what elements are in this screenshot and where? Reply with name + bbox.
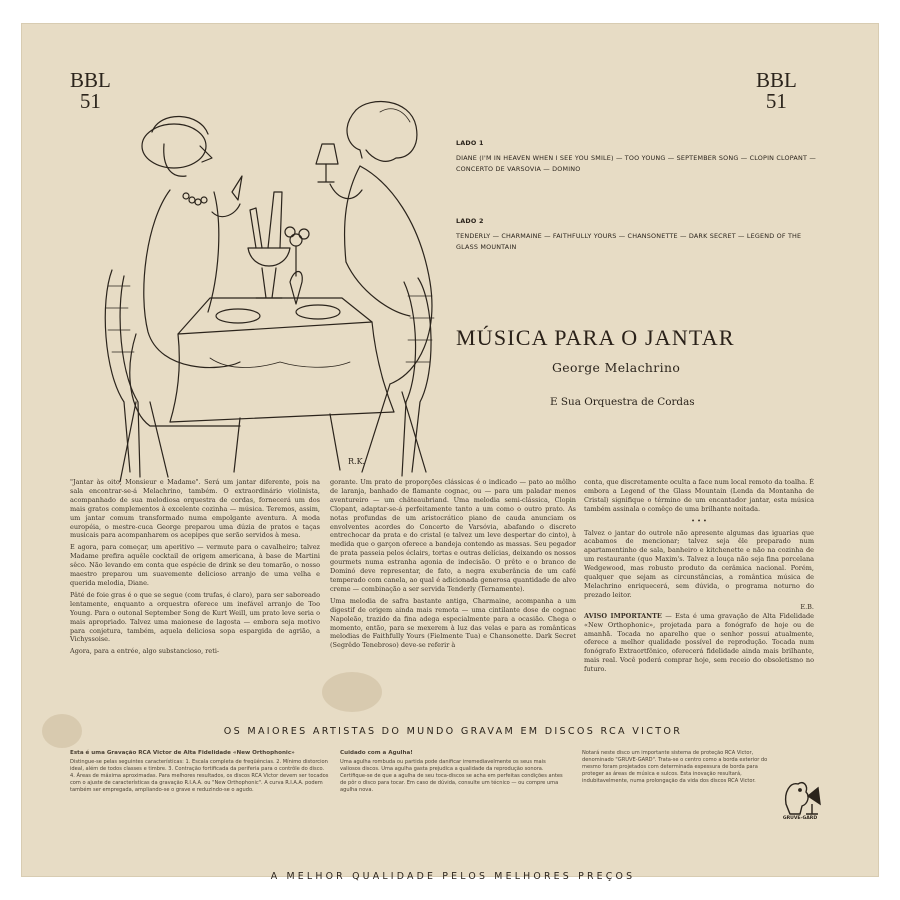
orchestra-name: E Sua Orquestra de Cordas <box>550 396 695 408</box>
needle-warning: Cuidado com a Agulha! Uma agulha rombuda ou partida pode danificar irremediavelmente os seus mais valiosos discos. Uma agulha gasta prejudica a qualidade da reprodução sonora. Certifique-se de que a agulha de seu toca-discos se acha em perfeitas condições antes de pôr o disco para tocar. Em caso de dúvida, consulte um técnico — ou compre uma agulha nova. <box>340 750 563 793</box>
artist-signature: R.K. <box>348 457 366 466</box>
catalog-number-left: BBL 51 <box>70 68 111 113</box>
album-title: MÚSICA PARA O JANTAR <box>456 325 735 350</box>
catalog-number-right: BBL 51 <box>756 68 797 113</box>
nipper-dog-logo-icon <box>778 774 822 820</box>
side-two-tracklist: LADO 2 TENDERLY — CHARMAINE — FAITHFULLY YOURS — CHANSONETTE — DARK SECRET — LEGEND OF THE GLASS MOUNTAIN <box>456 217 802 251</box>
age-stain <box>322 672 382 712</box>
author-initials: E.B. <box>800 602 814 611</box>
dinner-couple-illustration <box>90 72 440 482</box>
liner-notes-column-2: gorante. Um prato de proporções clássicas é o indicado — pato ao môlho de laranja, banhado de flamante cognac, ou — para um paladar menos aventureiro — um châteaubriand. Uma melodia semi-clássica, Clopin Clopant, adaptar-se-á perfeitamente tanto a um como o outro prato. As notas profundas de um aristocrático piano de cauda anunciam os envolventes acordes do Concerto de Varsóvia, abafando o discreto entrechocar da prata e do cristal (e talvez um leve despertar do cinto), à medida que o garçon oferece a bandeja contendo as massas. Seu pegador de prata passeia pelos éclairs, tortas e outras delícias, deixando os nossos gourmets numa estranha agonia de indecisão. O prêto e o branco de Dominó deve representar, de fato, a negra exuberância de um café temperado com canela, ao qual é adicionada generosa quantidade de alvo creme — combinação a ser servida Tenderly (Ternamente). Uma melodia de safra bastante antiga, Charmaine, acompanha a um digestif de origem ainda mais remota — uma cintilante dose de cognac Napoleão, trazido da fina adega especialmente para a ocasião. Chega o momento, então, para se mexerem à luz das velas e para as românticas melodias de Faithfully Yours (Fielmente Tua) e Chansonette. Dark Secret (Segrêdo Tenebroso) deve-se referir à <box>330 478 576 650</box>
liner-notes-column-3: conta, que discretamente oculta a face num local remoto da toalha. É embora a Legend of the Glass Mountain (Lenda da Montanha de Cristal) signifique o término de um encantador jantar, esta música também assinala o comêço de uma brilhante noitada. • • • Talvez o jantar do outrole não apresente algumas das iguarias que acabamos de mencionar; talvez seja êle preparado num apartamentinho de sala, banheiro e kitchenette e não na cozinha de um restaurante (quo Maxim's. Talvez a louça não seja fina porcelana Wedgewood, mas robusto produto da cerâmica nacional. Porém, qualquer que sejam as circunstâncias, a romântica música de Melachrino enriquecerá, sem dúvida, o programa noturno do prezado leitor. E.B. AVISO IMPORTANTE — Esta é uma gravação de Alta Fidelidade «New Orthophonic», projetada para a fonógrafo de hoje ou de amanhã. Tocada no aparelho que o senhor possui atualmente, oferece a melhor qualidade possível de reprodução. Tocada num fonógrafo Extraortfônico, oferecerá fidelidade ainda mais brilhante, mais real. Você poderá comprar hoje, sem receio do obsoletismo no futuro. <box>584 478 814 674</box>
rca-banner: OS MAIORES ARTISTAS DO MUNDO GRAVAM EM DISCOS RCA VICTOR <box>223 726 683 737</box>
fidelity-notice: Esta é uma Gravação RCA Victor de Alta Fidelidade «New Orthophonic» Distingue-se pelas seguintes características: 1. Escala completa de freqüências. 2. Mínimo distorcion ideal, além de todos classes e timbre. 3. Contração fortificada da periferia para o contrôle do disco. 4. Áreas de máxima aproximadas. Para melhores resultados, os discos RCA Victor devem ser tocados com o ajuste de características da gravação R.I.A.A. ou "New Orthophonic". A curva R.I.A.A. podem também ser empregada, ampliando-se o grave e reduzindo-se o agudo. <box>70 750 329 793</box>
section-separator: • • • <box>691 516 707 525</box>
gruve-gard-notice: Notará neste disco um importante sistema de proteção RCA Victor, denominado "GRUVE-GARD". Trata-se o centro como a borda exterior do mesmo foram projetados com determinada espessura de borda para proteger as áreas de música e sulcos. Esta inovação resultará, indubitavelmente, numa prolongação da vida dos discos RCA Victor. <box>582 750 768 784</box>
notice-heading: AVISO IMPORTANTE <box>584 611 662 620</box>
footer-slogan: A MELHOR QUALIDADE PELOS MELHORES PREÇOS <box>270 871 636 882</box>
artist-name: George Melachrino <box>552 360 681 375</box>
notice-text: — Esta é uma gravação de Alta Fidelidade «New Orthophonic», projetada para a fonógrafo de hoje ou de amanhã. Tocada no aparelho que o senhor possui atualmente, oferece a melhor qualidade possível de reprodução. Tocada num fonógrafo Extraortfônico, oferecerá fidelidade ainda mais brilhante, mais real. Você poderá comprar hoje, sem receio do obsoletismo no futuro. <box>584 611 814 674</box>
gruve-gard-logo-label: GRUVE-GARD <box>782 816 818 821</box>
liner-notes-column-1: "Jantar às oito, Monsieur e Madame". Será um jantar diferente, pois na sala encontrar-se-á Melachrino, também. O extraordinário violinista, acompanhado de sua melodiosa orquestra de cordas, fornecerá um dos mais gratos complementos à excelente cozinha — música. Teremos, assim, um jantar comum transformado numa empolgante aventura. A moda européia, o mestre-cuca George preparou uma dúzia de pratos e taças musicais para acompanharem os acepipes que serão servidos à mesa. E agora, para começar, um aperitivo — vermute para o cavalheiro; talvez Madame prefira aquêle cocktail de origem americana, à base de Martini sêco. Não levando em conta que espécie de drink se deu tomarão, o nosso maestro preparou um suavemente delicioso arranjo de uma velha e querida melodia, Diane. Pâté de foie gras é o que se segue (com trufas, é claro), para ser saboreado lentamente, enquanto a orquestra oferece um inefável arranjo de Too Young. Para o outonal September Song de Kurt Weill, um prato leve seria o mais apropriado. Talvez uma maionese de lagosta — embora seja motivo para conjetura, também, aquela deliciosa sopa espargida de agrião, a Vichyssoise. Agora, para a entrée, algo substancioso, reti- <box>70 478 320 656</box>
side-one-tracklist: LADO 1 DIANE (I'M IN HEAVEN WHEN I SEE YOU SMILE) — TOO YOUNG — SEPTEMBER SONG — CLOPIN CLOPANT — CONCERTO DE VARSOVIA — DOMINO <box>456 139 816 173</box>
album-back-cover <box>22 24 878 882</box>
